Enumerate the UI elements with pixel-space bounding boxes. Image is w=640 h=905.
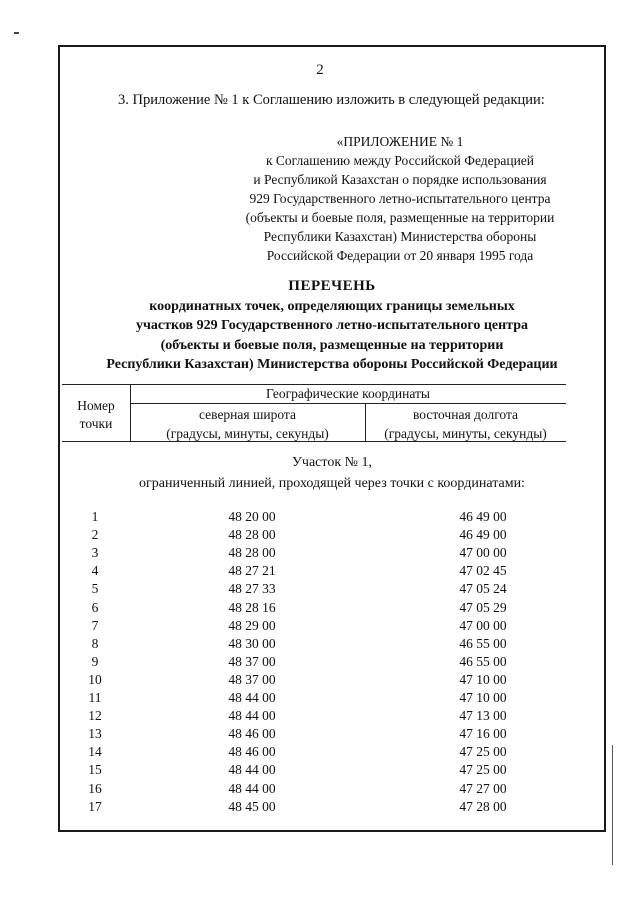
document-title: ПЕРЕЧЕНЬ [288,278,376,294]
latitude-value: 48 30 00 [228,635,276,651]
table-row [0,600,640,618]
table-row [0,781,640,799]
title-line: (объекты и боевые поля, размещенные на территории [160,337,504,353]
latitude-value: 48 20 00 [228,509,276,524]
table-top-border [62,384,566,385]
longitude-value: 46 49 00 [459,527,507,543]
point-number: 8 [91,635,99,651]
annex-line: и Республикой Казахстан о порядке использования [253,172,547,187]
table-row [0,672,640,690]
header-point-number-line: Номер [77,398,115,413]
latitude-value: 48 28 00 [228,527,276,543]
longitude-value: 47 02 45 [459,563,507,579]
annex-line: к Соглашению между Российской Федерацией [265,153,535,168]
point-number: 12 [88,708,102,724]
latitude-value: 48 45 00 [228,798,276,814]
section-heading [60,452,604,494]
title-line: Республики Казахстан) Министерства обороны Российской Федерации [106,357,558,372]
point-number: 4 [91,563,99,579]
point-number: 9 [91,653,99,669]
annex-line: 929 Государственного летно-испытательного центра [249,191,551,206]
point-number: 10 [88,671,102,687]
latitude-value: 48 28 16 [228,599,276,615]
section-title: Участок № 1, [292,455,372,470]
title-line: участков 929 Государственного летно-испытательного центра [135,318,529,333]
annex-heading-block [200,132,600,265]
longitude-value: 47 10 00 [459,690,507,705]
point-number: 17 [88,798,102,814]
header-longitude-line: восточная долгота [412,407,519,422]
longitude-value: 46 49 00 [459,509,507,524]
table-row [0,581,640,599]
table-row [0,744,640,762]
latitude-value: 48 44 00 [228,780,276,796]
table-row [0,636,640,654]
longitude-value: 46 55 00 [459,635,507,651]
latitude-value: 48 44 00 [228,690,276,705]
latitude-value: 48 27 21 [228,563,276,579]
scan-artifact-mark [14,32,19,34]
header-latitude-line: северная широта [199,407,296,422]
longitude-value: 47 10 00 [459,671,507,687]
table-row [0,509,640,527]
header-latitude-line: (градусы, минуты, секунды) [166,426,329,441]
annex-line: Республики Казахстан) Министерства обороны [263,229,537,244]
annex-line: «ПРИЛОЖЕНИЕ № 1 [336,134,464,149]
table-row [0,654,640,672]
point-number: 6 [91,599,99,615]
title-line: координатных точек, определяющих границы земельных [149,298,515,314]
longitude-value: 47 00 00 [459,545,507,561]
longitude-value: 47 05 29 [459,599,507,615]
longitude-value: 47 05 24 [459,581,507,597]
longitude-value: 47 25 00 [459,744,507,760]
document-title-block [60,277,604,375]
table-row [0,563,640,581]
header-point-number-line: точки [79,416,113,431]
table-row [0,545,640,563]
longitude-value: 47 28 00 [459,798,507,814]
page-number: 2 [316,62,324,78]
amendment-item-3: 3. Приложение № 1 к Соглашению изложить в следующей редакции: [118,92,545,108]
table-row [0,527,640,545]
annex-line: (объекты и боевые поля, размещенные на территории [245,210,555,225]
longitude-value: 47 16 00 [459,726,507,742]
point-number: 2 [91,527,99,543]
point-number: 13 [88,726,102,742]
annex-line: Российской Федерации от 20 января 1995 года [266,248,534,263]
longitude-value: 46 55 00 [459,653,507,669]
header-point-number [62,397,130,433]
table-row [0,799,640,817]
point-number: 3 [91,545,99,561]
point-number: 5 [91,581,99,597]
header-longitude-line: (градусы, минуты, секунды) [384,426,547,441]
table-row [0,690,640,708]
latitude-value: 48 37 00 [228,653,276,669]
table-subheader-border [130,403,566,404]
latitude-value: 48 28 00 [228,545,276,561]
section-description: ограниченный линией, проходящей через точки с координатами: [139,476,525,491]
table-row [0,726,640,744]
table-row [0,708,640,726]
longitude-value: 47 25 00 [459,762,507,778]
latitude-value: 48 46 00 [228,726,276,742]
latitude-value: 48 37 00 [228,671,276,687]
latitude-value: 48 29 00 [228,617,276,633]
point-number: 11 [88,690,102,705]
latitude-value: 48 46 00 [228,744,276,760]
header-geo-coordinates: Географические координаты [266,386,430,401]
header-latitude [130,405,365,443]
latitude-value: 48 27 33 [228,581,276,597]
header-longitude [365,405,566,443]
point-number: 1 [91,509,99,524]
table-row [0,618,640,636]
point-number: 7 [91,617,99,633]
point-number: 15 [88,762,102,778]
latitude-value: 48 44 00 [228,708,276,724]
point-number: 14 [88,744,102,760]
point-number: 16 [88,780,102,796]
longitude-value: 47 27 00 [459,780,507,796]
longitude-value: 47 00 00 [459,617,507,633]
longitude-value: 47 13 00 [459,708,507,724]
latitude-value: 48 44 00 [228,762,276,778]
table-row [0,762,640,780]
